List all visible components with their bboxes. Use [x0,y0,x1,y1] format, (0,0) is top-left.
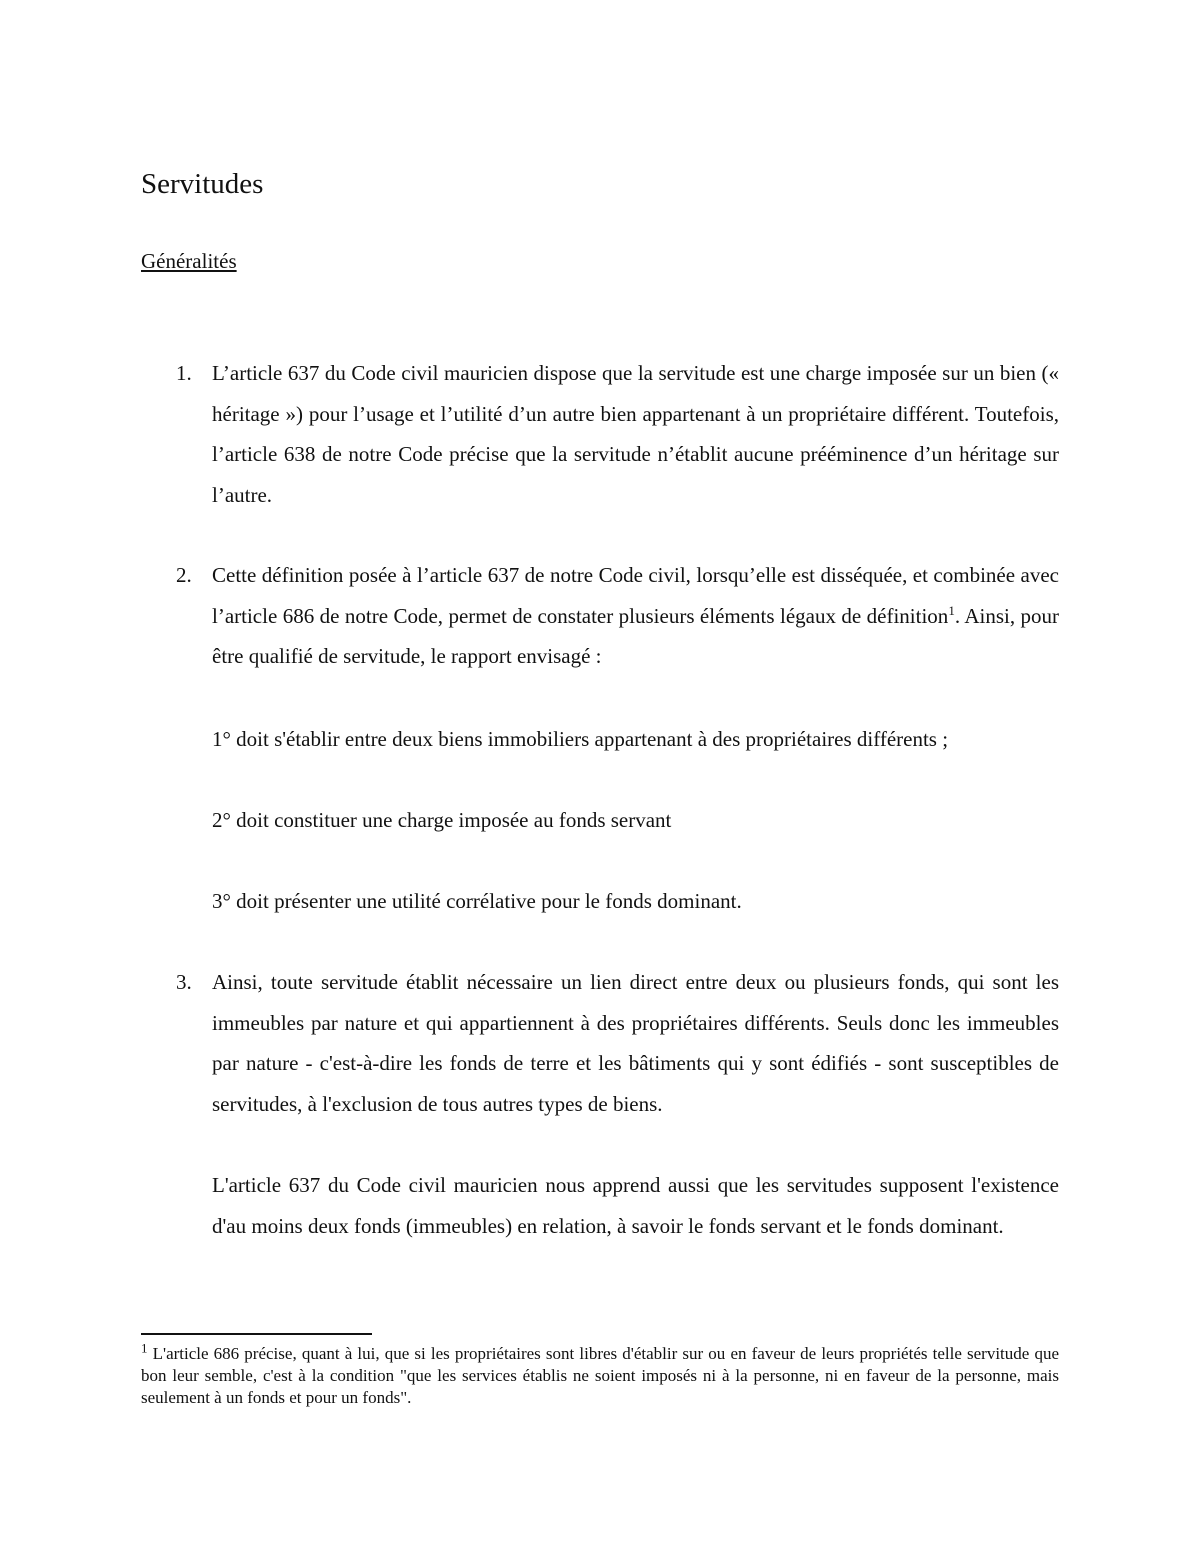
list-item-text [212,555,1059,677]
footnote-marker: 1 [141,1340,148,1356]
criterion-3: 3° doit présenter une utilité corrélative pour le fonds dominant. [212,889,742,913]
criterion-1: 1° doit s'établir entre deux biens immobiliers appartenant à des propriétaires différents ; [212,727,949,751]
list-item-number: 3. [176,970,192,994]
criterion-2: 2° doit constituer une charge imposée au fonds servant [212,808,672,832]
section-heading: Généralités [141,249,237,273]
footnote-separator [141,1333,372,1335]
list-item-text: Ainsi, toute servitude établit nécessaire un lien direct entre deux ou plusieurs fonds, qui sont les immeubles par nature et qui appartiennent à des propriétaires différents. Seuls donc les immeubles par nature - c'est-à-dire les fonds de terre et les bâtiments qui y sont édifiés - sont susceptibles de servitudes, à l'exclusion de tous autres types de biens. [212,970,1059,1116]
list-item-text-part: . Ainsi, pour être qualifié de servitude, le rapport envisagé : [212,603,1060,668]
list-item-1 [141,353,1059,515]
list-item-number: 1. [176,361,192,385]
list-item-number: 2. [176,563,192,587]
footnote-reference: 1 [948,602,955,618]
list-item-3 [141,962,1059,1124]
list-item-text-part: Cette définition posée à l’article 637 de notre Code civil, lorsqu’elle est disséquée, et combinée avec l’article 686 de notre Code, permet de constater plusieurs éléments légaux de définition [212,563,1059,628]
list-item-2 [141,555,1059,677]
footnote [141,1340,1059,1409]
footnote-text: L'article 686 précise, quant à lui, que si les propriétaires sont libres d'établir sur ou en faveur de leurs propriétés telle servitude que bon leur semble, c'est à la condition "que les services établis ne soient imposés ni à la personne, ni en faveur de la personne, mais seulement à un fonds et pour un fonds". [141,1344,1059,1407]
paragraph: L'article 637 du Code civil mauricien nous apprend aussi que les servitudes supposent l'existence d'au moins deux fonds (immeubles) en relation, à savoir le fonds servant et le fonds dominant. [212,1173,1059,1238]
document-title: Servitudes [141,168,264,200]
list-item-text: L’article 637 du Code civil mauricien dispose que la servitude est une charge imposée sur un bien (« héritage ») pour l’usage et l’utilité d’un autre bien appartenant à un propriétaire différent. Toutefois, l’article 638 de notre Code précise que la servitude n’établit aucune prééminence d’un héritage sur l’autre. [212,361,1059,507]
